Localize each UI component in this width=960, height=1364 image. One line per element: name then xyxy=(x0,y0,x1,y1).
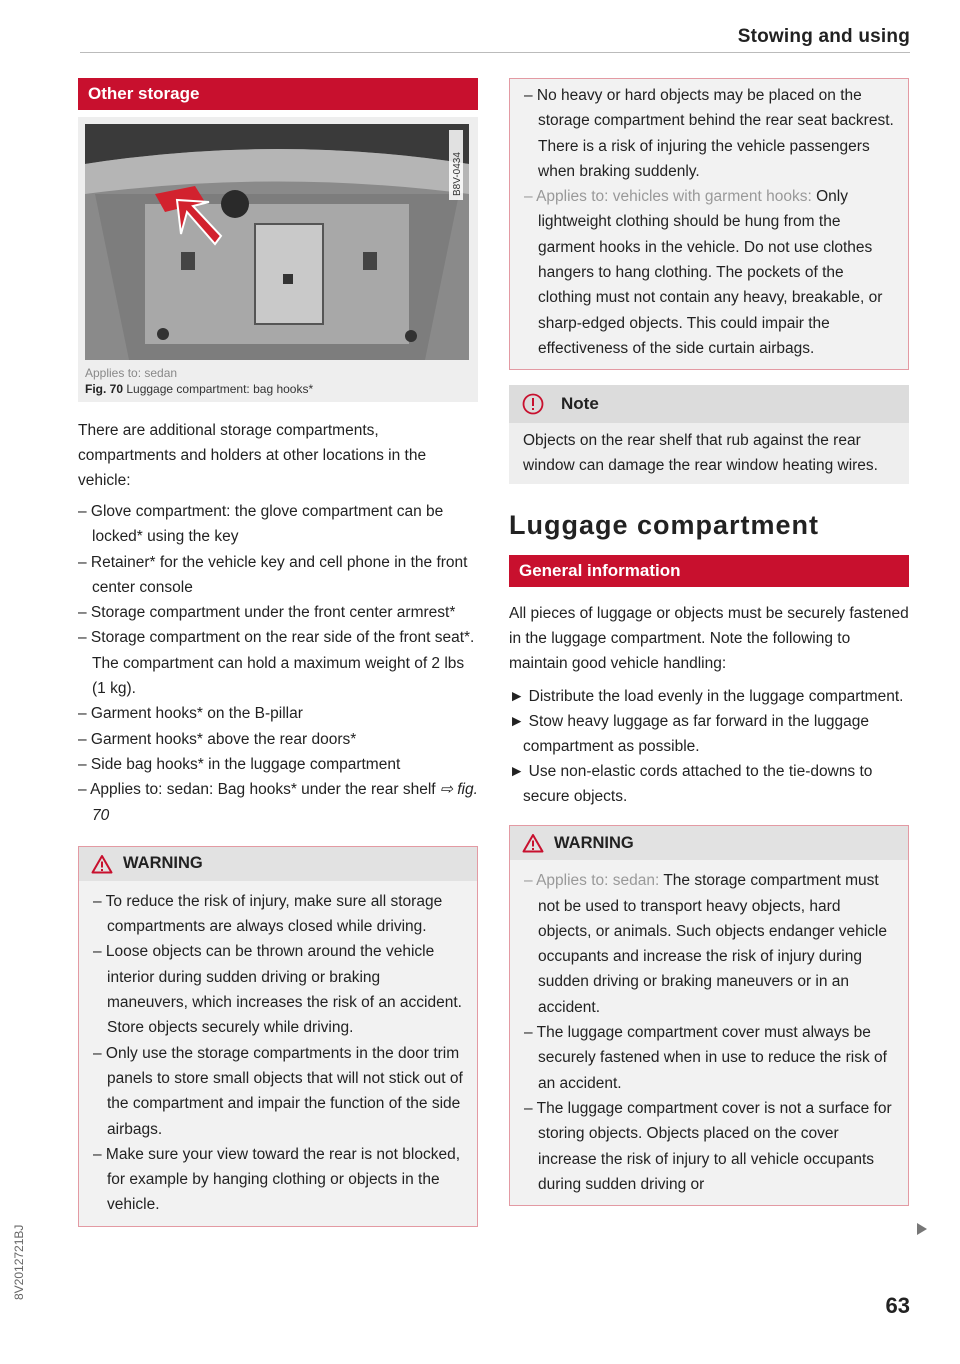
warning-item: – The luggage compartment cover must always be securely fastened when in use to reduce the risk of an accident. xyxy=(524,1024,887,1092)
warning-item xyxy=(524,184,894,361)
list-item: – Storage compartment on the rear side of the front seat*. The compartment can hold a maximum weight of 2 lbs (1 kg). xyxy=(78,629,475,698)
warning-body xyxy=(79,881,477,1226)
note-text: Objects on the rear shelf that rub against the rear window can damage the rear window heating wires. xyxy=(523,432,878,475)
warning-title: WARNING xyxy=(123,854,203,873)
header-rule xyxy=(80,52,910,53)
warning-title: WARNING xyxy=(554,833,634,852)
list-item: – Glove compartment: the glove compartment can be locked* using the key xyxy=(78,503,444,546)
document-code: 8V2012721BJ xyxy=(12,1224,26,1300)
luggage-warning-box xyxy=(509,825,909,1206)
list-item-text: – Applies to: sedan: Bag hooks* under the rear shelf xyxy=(78,781,436,799)
warning-item: – To reduce the risk of injury, make sure all storage compartments are always closed while driving. xyxy=(93,892,443,936)
figure-number: Fig. 70 xyxy=(85,382,124,396)
page-section-title: Luggage compartment xyxy=(509,510,820,541)
warning-continued-box xyxy=(509,78,909,370)
continue-arrow-icon xyxy=(915,1222,929,1236)
warning-header xyxy=(510,826,908,860)
list-item: – Garment hooks* on the B-pillar xyxy=(78,705,303,723)
figure-70 xyxy=(78,117,478,402)
storage-list xyxy=(78,499,478,828)
intro-paragraph: There are additional storage compartments, compartments and holders at other locations in the vehicle: xyxy=(78,422,427,489)
note-circle-icon xyxy=(521,392,545,416)
warning-box xyxy=(78,846,478,1227)
page-header-title: Stowing and using xyxy=(737,26,910,47)
section-heading-other-storage: Other storage xyxy=(78,78,478,110)
applies-to-prefix: – Applies to: vehicles with garment hooks: xyxy=(524,188,812,206)
page-number: 63 xyxy=(885,1293,910,1318)
list-item: – Retainer* for the vehicle key and cell phone in the front center console xyxy=(78,553,468,596)
left-column xyxy=(78,78,478,1227)
warning-item: – Only use the storage compartments in the door trim panels to store small objects that will not stick out of the compartment and impair the function of the side airbags. xyxy=(93,1044,463,1138)
section-heading-general-information: General information xyxy=(509,555,909,587)
warning-header xyxy=(79,847,477,881)
warning-item: – The luggage compartment cover is not a surface for storing objects. Objects placed on the cover increase the risk of injury to all vehicle occupants during sudden driving or xyxy=(524,1099,892,1193)
luggage-steps-list xyxy=(509,684,909,809)
luggage-compartment-photo xyxy=(85,124,469,360)
list-item: ► Use non-elastic cords attached to the tie-downs to secure objects. xyxy=(509,763,873,806)
warning-item: – No heavy or hard objects may be placed on the storage compartment behind the rear seat backrest. There is a risk of injuring the vehicle passengers when braking suddenly. xyxy=(524,87,894,180)
list-item: – Side bag hooks* in the luggage compartment xyxy=(78,755,401,773)
list-item: – Storage compartment under the front center armrest* xyxy=(78,604,456,622)
list-item: ► Stow heavy luggage as far forward in the luggage compartment as possible. xyxy=(509,713,870,756)
figure-reference-link[interactable]: ⇨ fig. 70 xyxy=(92,781,478,824)
note-box xyxy=(509,385,909,484)
warning-continued-body xyxy=(510,79,908,369)
warning-item-text: Only lightweight clothing should be hung from the garment hooks in the vehicle. Do not use clothes hangers to hang clothing. The pockets of the clothing must not contain any heavy, breakable, or sharp-edged objects. This could impair the effectiveness of the side curtain airbags. xyxy=(538,188,883,357)
note-title: Note xyxy=(561,394,599,414)
warning-item: – Make sure your view toward the rear is not blocked, for example by hanging clothing or objects in the vehicle. xyxy=(93,1145,461,1214)
warning-item xyxy=(524,868,894,1020)
luggage-intro-paragraph: All pieces of luggage or objects must be securely fastened in the luggage compartment. Note the following to maintain good vehicle handling: xyxy=(509,605,909,673)
figure-applies-note: Applies to: sedan xyxy=(85,366,178,380)
warning-item-text: The storage compartment must not be used to transport heavy objects, hard objects, or animals. Such objects endanger vehicle occupants and increase the risk of injury during sudden driving or braking maneuvers or in an accident. xyxy=(538,872,887,1016)
figure-caption-text: Luggage compartment: bag hooks* xyxy=(126,382,314,396)
warning-item: – Loose objects can be thrown around the vehicle interior during sudden driving or braking maneuvers, which increases the risk of an accident. Store objects securely while driving. xyxy=(93,943,462,1037)
warning-triangle-icon xyxy=(91,854,113,874)
note-header xyxy=(509,385,909,423)
list-item xyxy=(78,777,478,828)
list-item: ► Distribute the load evenly in the luggage compartment. xyxy=(509,688,904,706)
list-item: – Garment hooks* above the rear doors* xyxy=(78,730,357,748)
warning-triangle-icon xyxy=(522,833,544,853)
figure-code: B8V-0434 xyxy=(452,152,463,196)
warning-body xyxy=(510,860,908,1205)
right-column xyxy=(509,78,909,1206)
figure-caption xyxy=(85,382,471,396)
applies-to-prefix: – Applies to: sedan: xyxy=(524,872,660,890)
